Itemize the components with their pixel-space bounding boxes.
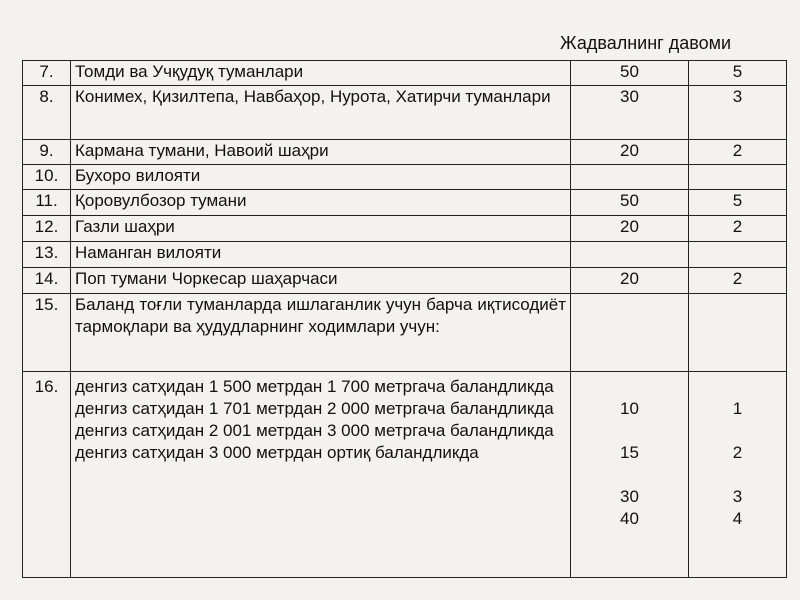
row-description	[71, 372, 571, 578]
sub-item-value-a: 40	[620, 509, 639, 528]
sub-item-description: денгиз сатҳидан 3 000 метрдан ортиқ баландликда	[75, 443, 479, 462]
row-value-b	[689, 372, 787, 578]
row-description: Томди ва Учқудуқ туманлари	[71, 61, 571, 86]
table-row	[23, 86, 787, 140]
sub-item-description: денгиз сатҳидан 1 500 метрдан 1 700 метргача баландликда	[75, 377, 554, 396]
sub-item-value-b: 4	[732, 509, 743, 528]
table-row	[23, 242, 787, 268]
row-value-a	[571, 372, 689, 578]
row-value-a: 20	[571, 268, 689, 294]
row-value-b: 2	[689, 140, 787, 165]
row-value-b	[689, 242, 787, 268]
row-description: Бухоро вилояти	[71, 165, 571, 190]
row-number: 16.	[23, 372, 71, 578]
sub-item-description: денгиз сатҳидан 2 001 метрдан 3 000 метргача баландликда	[75, 421, 554, 440]
row-number: 13.	[23, 242, 71, 268]
row-description: Поп тумани Чоркесар шаҳарчаси	[71, 268, 571, 294]
row-value-b: 5	[689, 190, 787, 216]
row-number: 9.	[23, 140, 71, 165]
row-description: Қоровулбозор тумани	[71, 190, 571, 216]
table-row	[23, 268, 787, 294]
row-value-b: 2	[689, 216, 787, 242]
row-number: 7.	[23, 61, 71, 86]
sub-item-value-b: 2	[732, 443, 743, 462]
table-row	[23, 140, 787, 165]
row-value-b: 5	[689, 61, 787, 86]
sub-item-value-a: 30	[620, 487, 639, 506]
row-value-a	[571, 165, 689, 190]
table-row	[23, 216, 787, 242]
table-row	[23, 294, 787, 372]
row-number: 14.	[23, 268, 71, 294]
row-value-a: 50	[571, 190, 689, 216]
row-number: 11.	[23, 190, 71, 216]
table-row	[23, 165, 787, 190]
row-value-b: 2	[689, 268, 787, 294]
table-row	[23, 190, 787, 216]
row-description: Наманган вилояти	[71, 242, 571, 268]
row-description: Кармана тумани, Навоий шаҳри	[71, 140, 571, 165]
row-value-b	[689, 165, 787, 190]
row-value-a: 20	[571, 216, 689, 242]
allowance-table	[22, 60, 787, 578]
row-value-a	[571, 242, 689, 268]
table-caption: Жадвалнинг давоми	[560, 33, 732, 53]
sub-item-value-a: 15	[620, 443, 639, 462]
table-row	[23, 61, 787, 86]
row-number: 12.	[23, 216, 71, 242]
sub-item-description: денгиз сатҳидан 1 701 метрдан 2 000 метргача баландликда	[75, 399, 554, 418]
row-number: 10.	[23, 165, 71, 190]
table-row	[23, 372, 787, 578]
row-value-a: 50	[571, 61, 689, 86]
sub-item-value-a: 10	[620, 399, 639, 418]
sub-item-value-b: 3	[732, 487, 743, 506]
row-number: 15.	[23, 294, 71, 372]
row-description: Конимех, Қизилтепа, Навбаҳор, Нурота, Хатирчи туманлари	[71, 86, 571, 140]
row-value-a: 30	[571, 86, 689, 140]
sub-item-value-b: 1	[732, 399, 743, 418]
row-value-b	[689, 294, 787, 372]
row-value-a	[571, 294, 689, 372]
row-number: 8.	[23, 86, 71, 140]
row-description: Газли шаҳри	[71, 216, 571, 242]
row-description: Баланд тоғли туманларда ишлаганлик учун барча иқтисодиёт тармоқлари ва ҳудудларнинг ходимлари учун:	[71, 294, 571, 372]
row-value-b: 3	[689, 86, 787, 140]
row-value-a: 20	[571, 140, 689, 165]
